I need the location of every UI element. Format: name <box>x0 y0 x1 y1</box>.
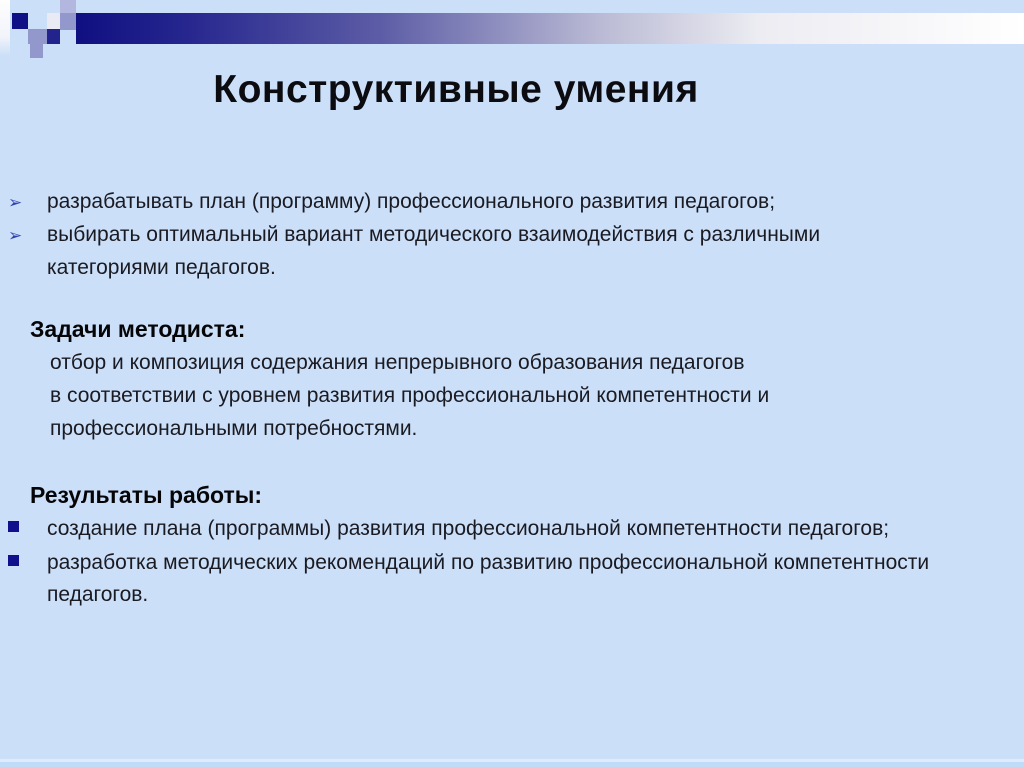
decor-square-pale <box>47 13 60 30</box>
tasks-heading: Задачи методиста: <box>30 316 246 342</box>
decor-square-lavender-2 <box>28 29 47 44</box>
decor-square-lavender-1 <box>60 13 76 30</box>
square-bullet-line: создание плана (программы) развития профессиональной компетентности педагогов; <box>47 517 890 540</box>
footer-blue-strip <box>0 762 1024 767</box>
arrow-bullet-icon: ➢ <box>8 226 23 245</box>
arrow-bullet-line: выбирать оптимальный вариант методического взаимодействия с различными <box>47 223 821 246</box>
square-bullet-line-continuation: педагогов. <box>47 583 149 606</box>
decor-white-strip <box>0 0 10 56</box>
arrow-bullet-line-continuation: категориями педагогов. <box>47 256 276 279</box>
arrow-bullet-line: разрабатывать план (программу) профессионального развития педагогов; <box>47 190 776 213</box>
square-bullet-icon <box>8 555 19 566</box>
tasks-line: профессиональными потребностями. <box>50 417 418 440</box>
square-bullet-line: разработка методических рекомендаций по развитию профессиональной компетентности <box>47 551 930 574</box>
decor-square-lavender-3 <box>30 44 43 58</box>
tasks-line: отбор и композиция содержания непрерывного образования педагогов <box>50 351 745 374</box>
decor-square-slate <box>47 29 60 44</box>
arrow-bullet-icon: ➢ <box>8 193 23 212</box>
slide-title: Конструктивные умения <box>213 68 699 111</box>
tasks-line: в соответствии с уровнем развития профессиональной компетентности и <box>50 384 770 407</box>
decor-square-navy <box>12 13 28 29</box>
results-heading: Результаты работы: <box>30 482 263 508</box>
header-gradient-bar <box>76 13 1024 44</box>
square-bullet-icon <box>8 521 19 532</box>
decor-square-lavender-top <box>60 0 76 13</box>
